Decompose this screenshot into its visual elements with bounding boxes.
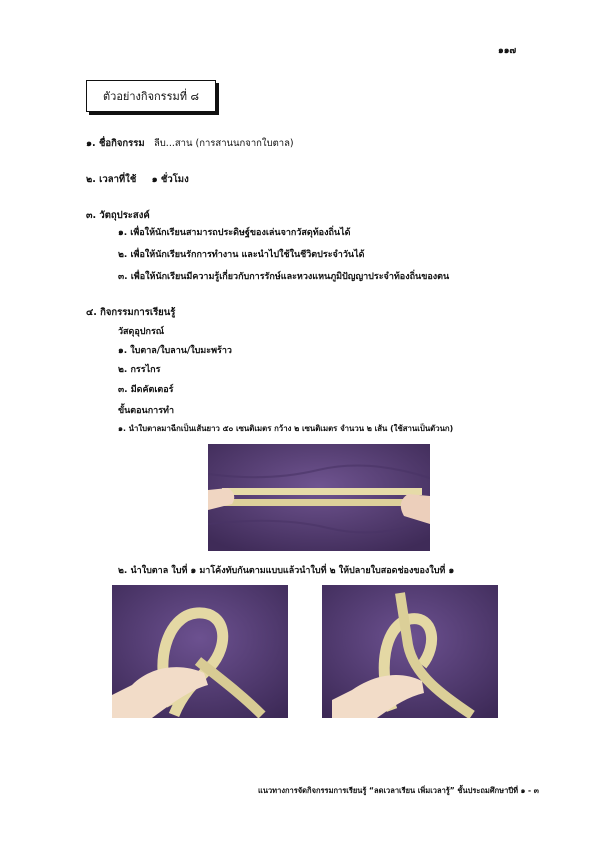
step-2-text: ๒. นำใบตาล ใบที่ ๑ มาโค้งทับกันตามแบบแล้วนำใบที่ ๒ ให้ปลายใบสอดช่องของใบที่ ๑	[118, 566, 455, 576]
activity-title-box	[86, 80, 216, 112]
activity-title: ตัวอย่างกิจกรรมที่ ๘	[103, 90, 199, 103]
palm-strip	[222, 499, 422, 506]
section2-value: ๑ ชั่วโมง	[151, 174, 189, 185]
objective-item: ๒. เพื่อให้นักเรียนรักการทำงาน และนำไปใช้ในชีวิตประจำวันได้	[118, 250, 365, 260]
photo-loop-step-b	[322, 585, 498, 718]
section3-label: ๓. วัตถุประสงค์	[86, 210, 150, 221]
step-1-text: ๑. นำใบตาลมาฉีกเป็นเส้นยาว ๕๐ เซนติเมตร กว้าง ๒ เซนติเมตร จำนวน ๒ เส้น (ใช้สานเป็นตัวนก)	[118, 424, 454, 433]
materials-heading: วัสดุอุปกรณ์	[118, 327, 165, 337]
palm-strips-illustration	[208, 444, 430, 551]
section-activity-name	[86, 136, 294, 151]
loop-illustration	[112, 585, 288, 718]
photo-palm-strips	[208, 444, 430, 551]
page-number: ๑๑๗	[498, 46, 517, 56]
section2-label: ๒. เวลาที่ใช้	[86, 174, 137, 185]
material-item: ๑. ใบตาล/ใบลาน/ใบมะพร้าว	[118, 346, 232, 356]
objective-item: ๓. เพื่อให้นักเรียนมีความรู้เกี่ยวกับการรักษ์และหวงแหนภูมิปัญญาประจำท้องถิ่นของตน	[118, 272, 450, 282]
palm-strip	[222, 488, 422, 495]
material-item: ๓. มีดคัตเตอร์	[118, 385, 174, 395]
insert-illustration	[322, 585, 498, 718]
section4-label: ๔. กิจกรรมการเรียนรู้	[86, 307, 176, 318]
material-item: ๒. กรรไกร	[118, 365, 161, 375]
section1-value: ลีบ...สาน (การสานนกจากใบตาล)	[153, 138, 294, 149]
objective-item: ๑. เพื่อให้นักเรียนสามารถประดิษฐ์ของเล่นจากวัสดุท้องถิ่นได้	[118, 228, 351, 238]
footer-text: แนวทางการจัดกิจกรรมการเรียนรู้ “ลดเวลาเรียน เพิ่มเวลารู้” ชั้นประถมศึกษาปีที่ ๑ - ๓	[258, 786, 539, 795]
section-duration	[86, 172, 189, 187]
steps-heading: ขั้นตอนการทำ	[118, 406, 175, 416]
section1-label: ๑. ชื่อกิจกรรม	[86, 138, 145, 149]
photo-loop-step-a	[112, 585, 288, 718]
